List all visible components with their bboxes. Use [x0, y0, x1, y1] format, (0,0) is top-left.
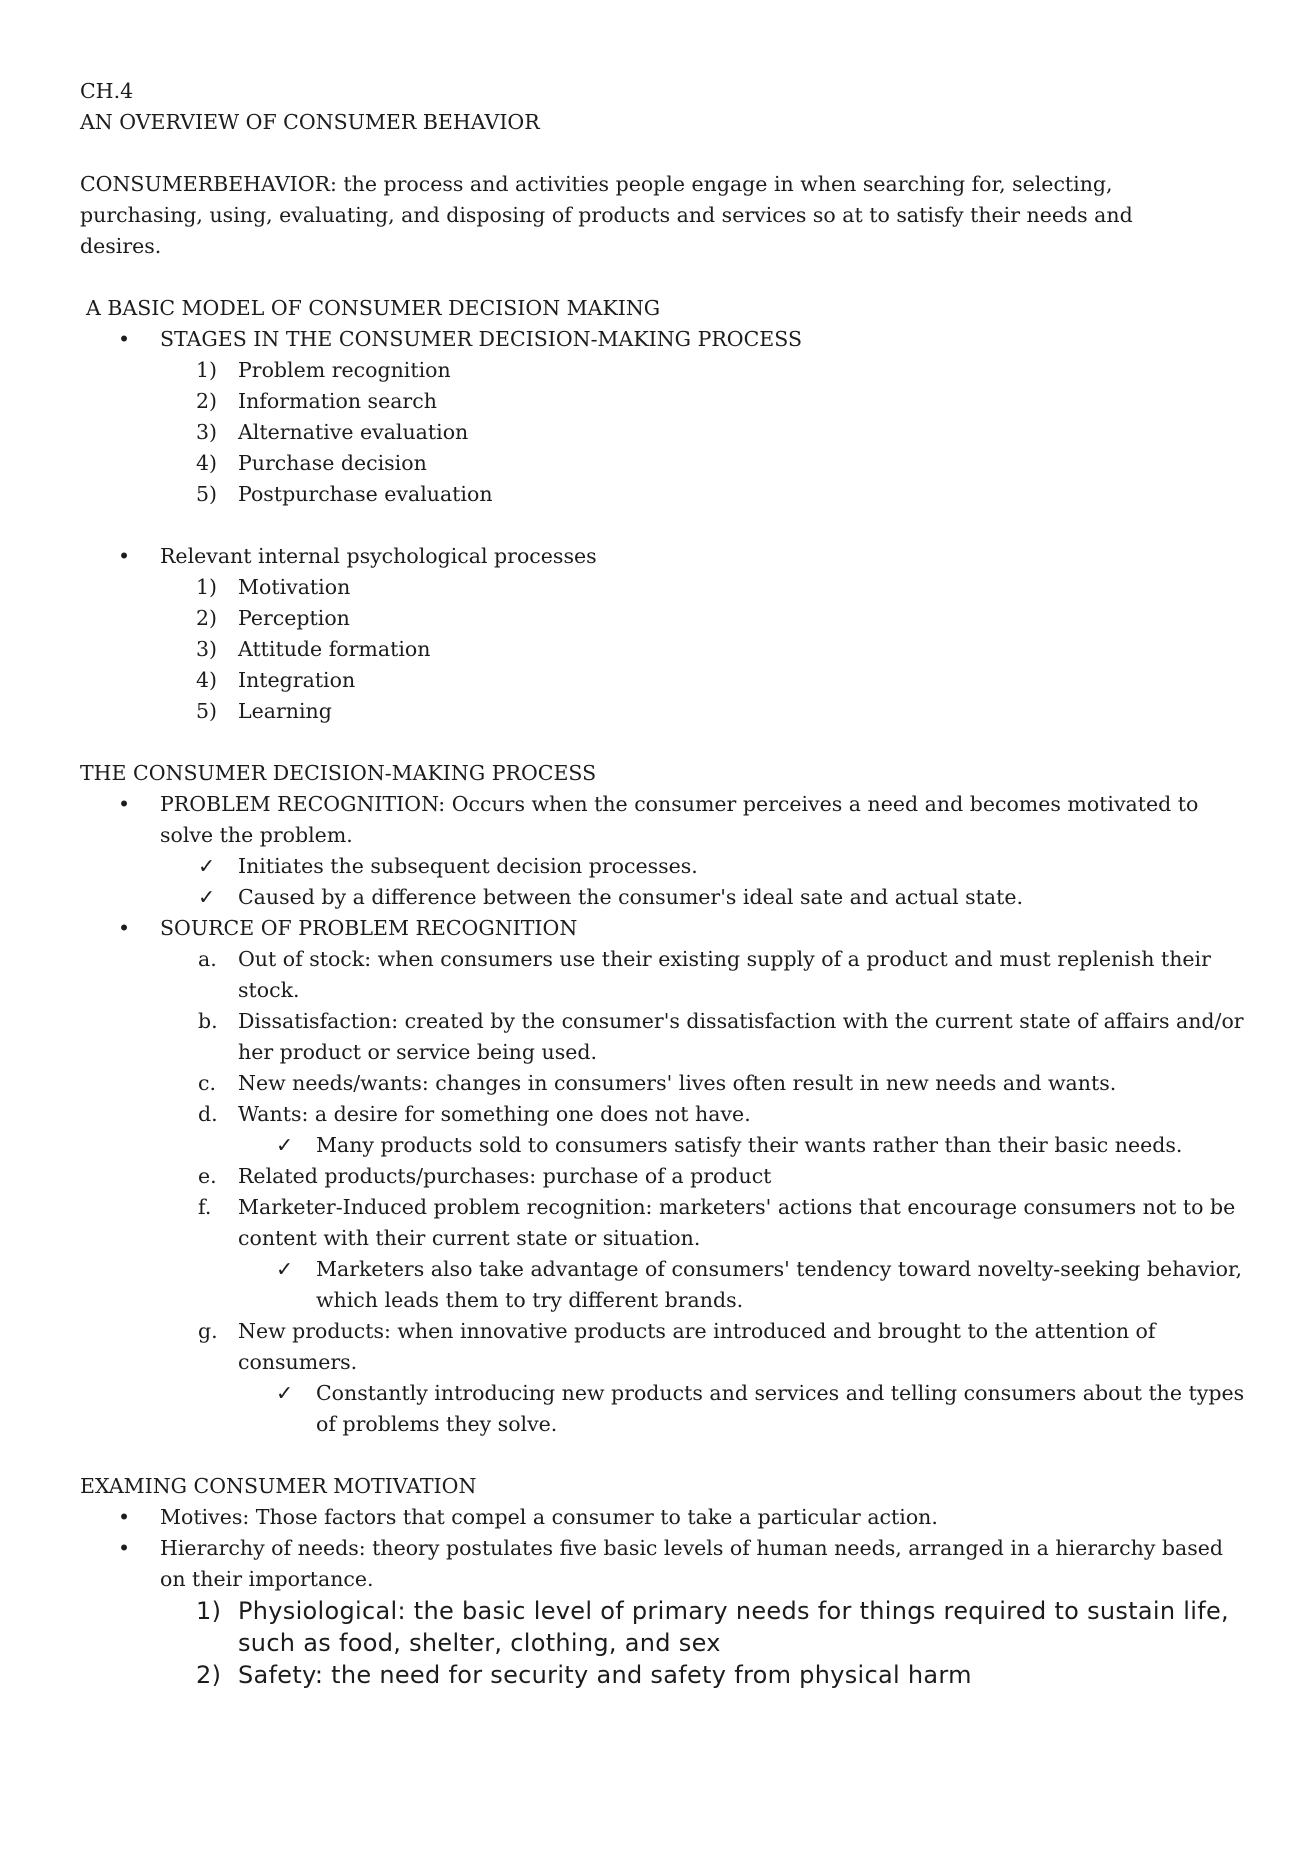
list-item: 2) Perception: [196, 606, 350, 630]
problem-recognition-text: PROBLEM RECOGNITION: Occurs when the consumer perceives a need and becomes motivated to solve the problem.: [160, 792, 1199, 847]
chapter-label: CH.4: [80, 79, 134, 103]
check-item: ✓ Constantly introducing new products and services and telling consumers about the types of problems they solve.: [80, 1378, 1248, 1440]
list-item: b. Dissatisfaction: created by the consumer's dissatisfaction with the current state of affairs and/or her product or service being used.: [198, 1009, 1244, 1064]
section-heading-process: THE CONSUMER DECISION-MAKING PROCESS: [80, 761, 597, 785]
hierarchy-text: Hierarchy of needs: theory postulates five basic levels of human needs, arranged in a hierarchy based on their importance.: [160, 1536, 1224, 1591]
list-item: c. New needs/wants: changes in consumers' lives often result in new needs and wants.: [198, 1071, 1117, 1095]
list-item: 5) Learning: [196, 699, 332, 723]
check-item: ✓ Marketers also take advantage of consumers' tendency toward novelty-seeking behavior, which leads them to try different brands.: [80, 1254, 1248, 1316]
checkmark-icon: ✓: [276, 1381, 294, 1405]
list-item: 3) Attitude formation: [196, 637, 431, 661]
stages-list: [80, 355, 1248, 510]
bullet-item: [80, 541, 1248, 572]
check-item: ✓ Many products sold to consumers satisfy their wants rather than their basic needs.: [80, 1130, 1248, 1161]
definition-paragraph: [80, 169, 1248, 262]
list-item: 4) Purchase decision: [196, 451, 427, 475]
needs-list: [80, 1595, 1248, 1691]
bullet-item: [80, 1502, 1248, 1533]
list-item: 2) Safety: the need for security and safety from physical harm: [196, 1661, 972, 1689]
section-heading-motivation: EXAMING CONSUMER MOTIVATION: [80, 1474, 477, 1498]
bullet-item: [80, 1533, 1248, 1595]
list-item: 5) Postpurchase evaluation: [196, 482, 493, 506]
list-item: 2) Information search: [196, 389, 437, 413]
internal-title: Relevant internal psychological processes: [160, 544, 597, 568]
checkmark-icon: ✓: [198, 854, 216, 878]
bullet-marker: •: [118, 792, 131, 816]
definition-line: CONSUMERBEHAVIOR: the process and activities people engage in when searching for, selecting,: [80, 172, 1113, 196]
checkmark-icon: ✓: [276, 1257, 294, 1281]
definition-line: desires.: [80, 234, 162, 258]
list-item: e. Related products/purchases: purchase of a product: [198, 1164, 772, 1188]
checkmark-icon: ✓: [198, 885, 216, 909]
bullet-item: [80, 789, 1248, 851]
internal-list: [80, 572, 1248, 727]
list-item: 1) Physiological: the basic level of primary needs for things required to sustain life, such as food, shelter, clothing, and sex: [196, 1597, 1229, 1657]
chapter-title: AN OVERVIEW OF CONSUMER BEHAVIOR: [80, 110, 540, 134]
bullet-marker: •: [118, 1536, 131, 1560]
stages-title: STAGES IN THE CONSUMER DECISION-MAKING PROCESS: [160, 327, 802, 351]
list-item: g. New products: when innovative products are introduced and brought to the attention of consumers.: [198, 1319, 1156, 1374]
list-item: 1) Motivation: [196, 575, 351, 599]
bullet-marker: •: [118, 916, 131, 940]
list-item: 4) Integration: [196, 668, 356, 692]
source-title: SOURCE OF PROBLEM RECOGNITION: [160, 916, 578, 940]
bullet-item: [80, 913, 1248, 944]
bullet-marker: •: [118, 544, 131, 568]
bullet-marker: •: [118, 327, 131, 351]
check-item: ✓ Initiates the subsequent decision processes.: [80, 851, 1248, 882]
definition-line: purchasing, using, evaluating, and disposing of products and services so at to satisfy their needs and: [80, 203, 1133, 227]
bullet-marker: •: [118, 1505, 131, 1529]
list-item: f. Marketer-Induced problem recognition: marketers' actions that encourage consumers not to be content with their current state or situation.: [198, 1195, 1236, 1250]
motives-text: Motives: Those factors that compel a consumer to take a particular action.: [160, 1505, 938, 1529]
check-item: ✓ Caused by a difference between the consumer's ideal sate and actual state.: [80, 882, 1248, 913]
checkmark-icon: ✓: [276, 1133, 294, 1157]
sources-list: [80, 944, 1248, 1440]
list-item: d. Wants: a desire for something one does not have.: [198, 1102, 751, 1126]
list-item: a. Out of stock: when consumers use their existing supply of a product and must replenish their stock.: [198, 947, 1211, 1002]
section-heading-model: A BASIC MODEL OF CONSUMER DECISION MAKING: [86, 296, 661, 320]
list-item: 1) Problem recognition: [196, 358, 451, 382]
bullet-item: [80, 324, 1248, 355]
list-item: 3) Alternative evaluation: [196, 420, 469, 444]
